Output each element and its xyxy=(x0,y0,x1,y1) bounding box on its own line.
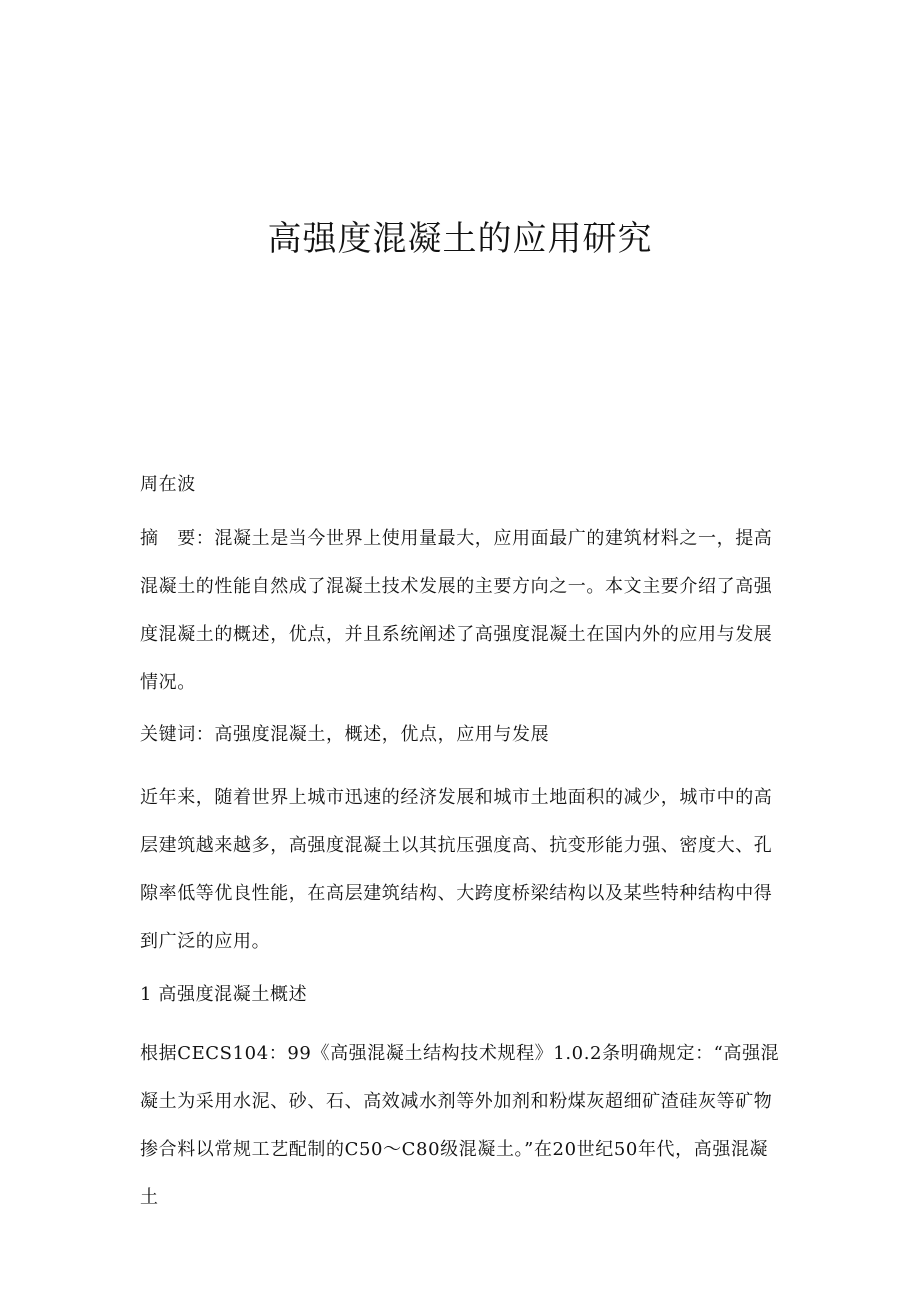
author-name: 周在波 xyxy=(140,474,196,495)
keywords-line: 关键词：高强度混凝土，概述，优点，应用与发展 xyxy=(140,724,550,745)
section-heading: 1 高强度混凝土概述 xyxy=(140,984,308,1005)
section-paragraph: 根据CECS104：99《高强混凝土结构技术规程》1.0.2条明确规定：“高强混凝土为采用水泥、砂、石、高效减水剂等外加剂和粉煤灰超细矿渣硅灰等矿物掺合料以常规工艺配制的C50～C80级混凝土。”在20世纪50年代，高强混凝土 xyxy=(140,1043,780,1208)
intro-paragraph: 近年来，随着世界上城市迅速的经济发展和城市土地面积的减少，城市中的高层建筑越来越多，高强度混凝土以其抗压强度高、抗变形能力强、密度大、孔隙率低等优良性能，在高层建筑结构、大跨度桥梁结构以及某些特种结构中得到广泛的应用。 xyxy=(140,787,773,952)
document-title: 高强度混凝土的应用研究 xyxy=(267,219,653,259)
abstract-paragraph: 摘 要：混凝土是当今世界上使用量最大，应用面最广的建筑材料之一，提高混凝土的性能自然成了混凝土技术发展的主要方向之一。本文主要介绍了高强度混凝土的概述，优点，并且系统阐述了高强度混凝土在国内外的应用与发展情况。 xyxy=(140,528,773,693)
